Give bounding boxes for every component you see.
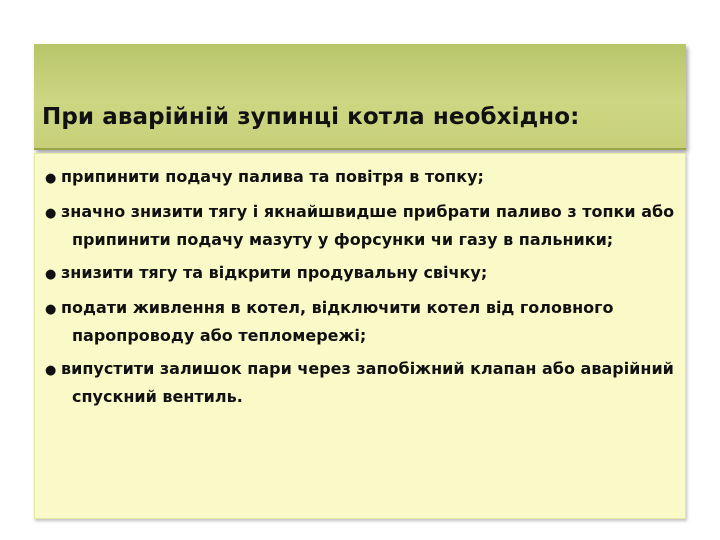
- bullet-text: припинити подачу палива та повітря в топку;: [61, 167, 484, 186]
- bullet-icon: ●: [45, 302, 57, 317]
- bullet-icon: ●: [45, 206, 57, 221]
- bullet-text: знизити тягу та відкрити продувальну свічку;: [61, 263, 488, 282]
- bullet-text: випустити залишок пари через запобіжний клапан або аварійний спускний вентиль.: [61, 359, 674, 406]
- bullet-text: подати живлення в котел, відключити котел від головного паропроводу або тепломережі;: [61, 298, 614, 345]
- slide-title: При аварійній зупинці котла необхідно:: [42, 104, 580, 130]
- bullet-item: [45, 199, 677, 253]
- bullet-item: [45, 260, 677, 288]
- slide-content-box: [34, 153, 686, 519]
- bullet-item: [45, 295, 677, 349]
- bullet-icon: ●: [45, 267, 57, 282]
- bullet-item: [45, 164, 677, 192]
- bullet-item: [45, 356, 677, 410]
- bullet-text: значно знизити тягу і якнайшвидше прибрати паливо з топки або припинити подачу мазуту у форсунки чи газу в пальники;: [61, 202, 675, 249]
- bullet-icon: ●: [45, 363, 57, 378]
- bullet-icon: ●: [45, 171, 57, 186]
- bullet-list: [45, 164, 677, 417]
- slide-title-bar: [34, 44, 686, 150]
